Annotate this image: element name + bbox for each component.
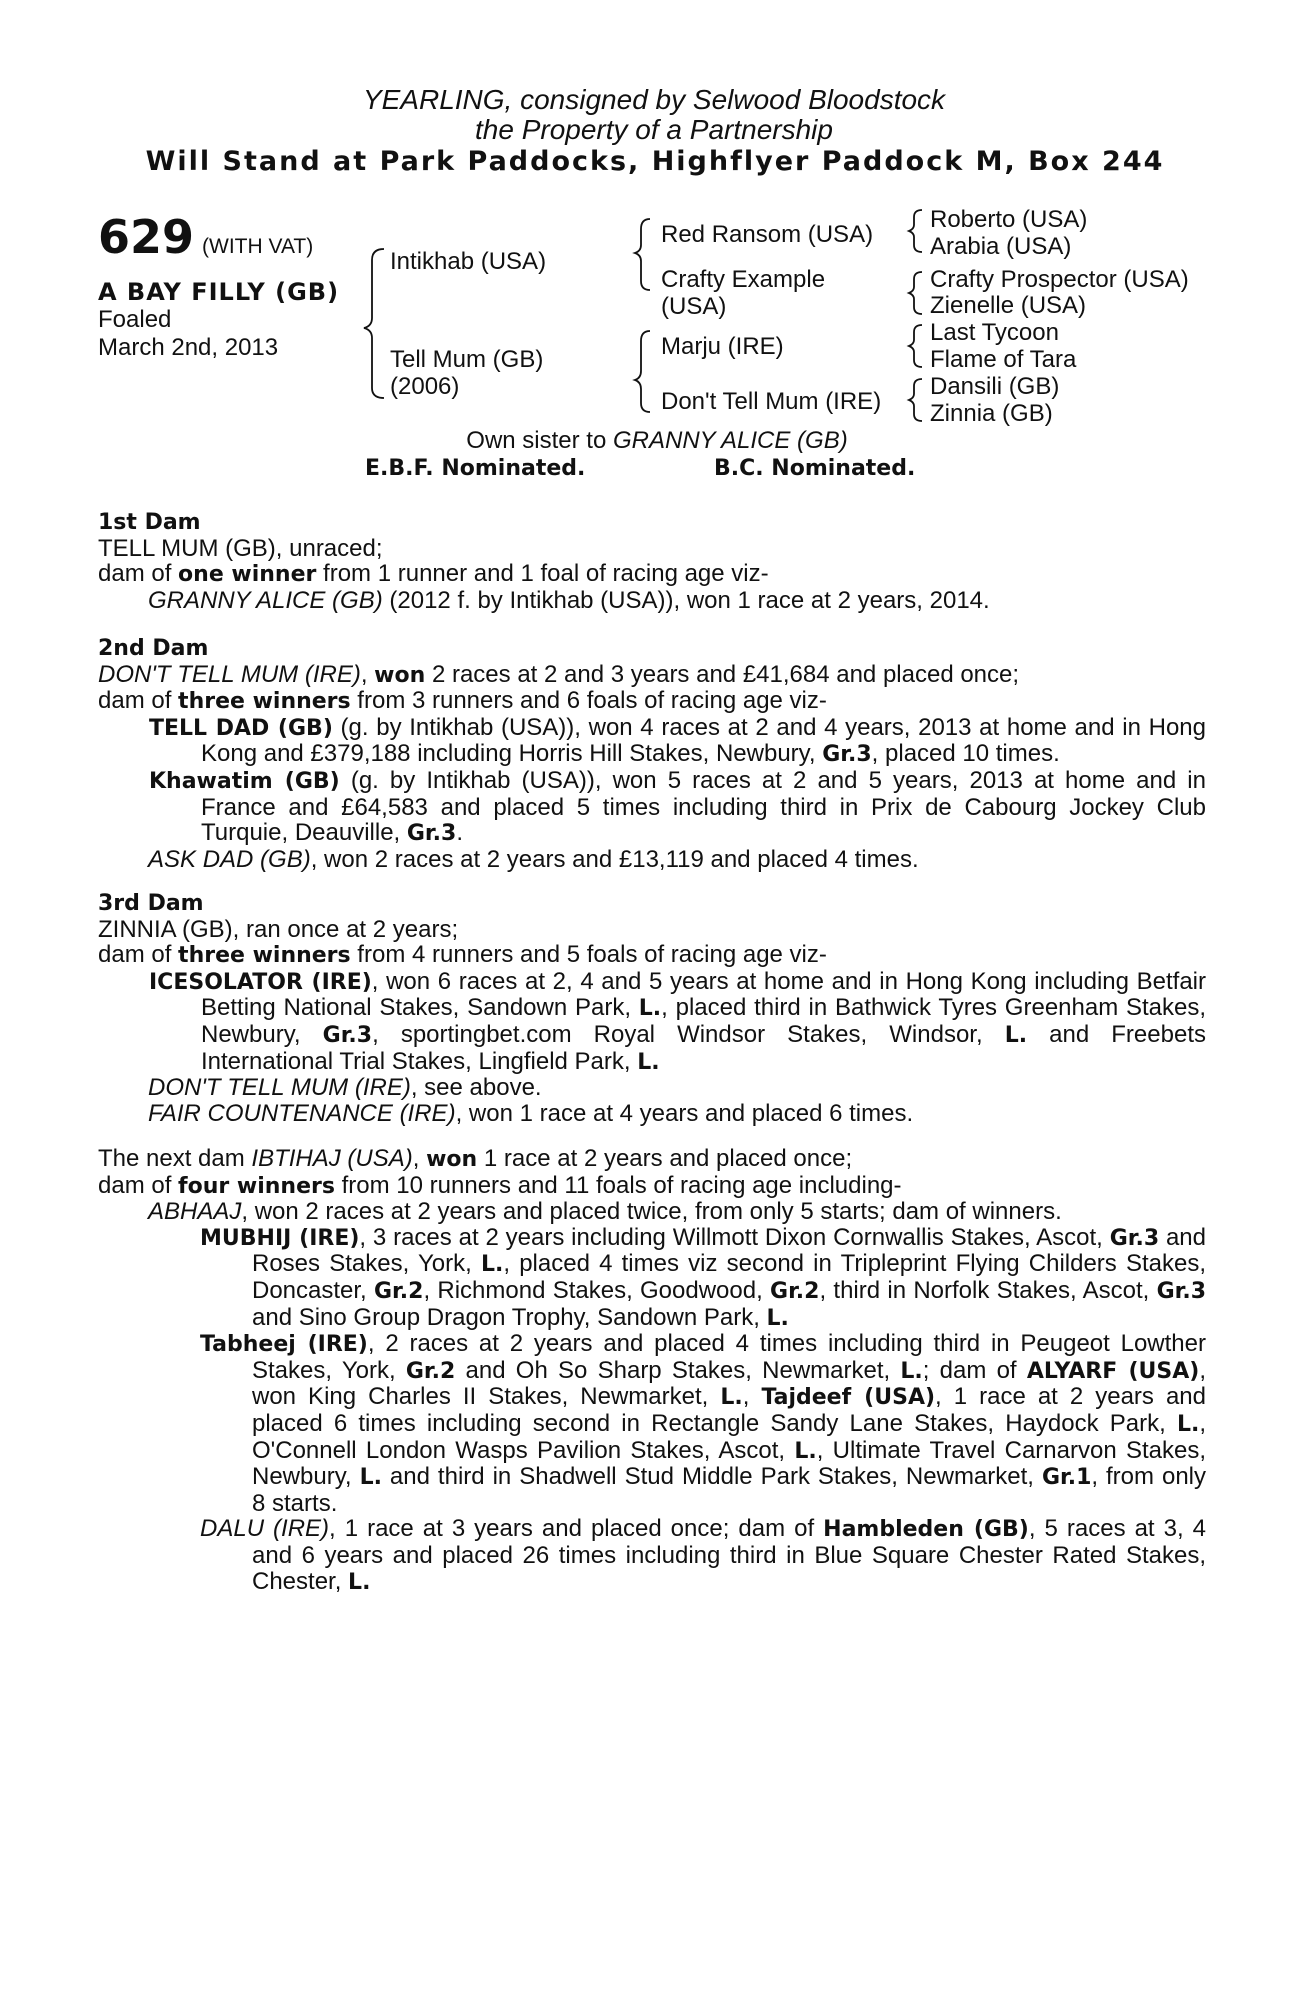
pedigree-gen3-1: Roberto (USA) <box>930 206 1088 233</box>
header-location: Will Stand at Park Paddocks, Highflyer Paddock M, Box 244 <box>145 146 1165 177</box>
next-dam-grandprogeny-dalu: DALU (IRE), 1 race at 3 years and placed once; dam of Hambleden (GB), 5 races at 3, 4 and 6 years and placed 26 times including third in Blue Square Chester Rated Stakes, Chester, L. <box>200 1515 1206 1595</box>
second-dam-produce-line: dam of three winners from 3 runners and 6 foals of racing age viz- <box>98 687 827 715</box>
first-dam-line: TELL MUM (GB), unraced; <box>98 534 383 562</box>
pedigree-sire-dam <box>661 266 825 320</box>
third-dam-line: ZINNIA (GB), ran once at 2 years; <box>98 915 459 943</box>
next-dam-grandprogeny-tabheej: Tabheej (IRE), 2 races at 2 years and placed 4 times including third in Peugeot Lowther Stakes, York, Gr.2 and Oh So Sharp Stakes, Newmarket, L.; dam of ALYARF (USA), won King Charles II Stakes, Newmarket, L., Tajdeef (USA), 1 race at 2 years and placed 6 times including second in Rectangle Sandy Lane Stakes, Haydock Park, L., O'Connell London Wasps Pavilion Stakes, Ascot, L., Ultimate Travel Carnarvon Stakes, Newbury, L. and third in Shadwell Stud Middle Park Stakes, Newmarket, Gr.1, from only 8 starts. <box>200 1330 1207 1517</box>
brace-gen1 <box>364 249 384 398</box>
pedigree-gen3-4: Zienelle (USA) <box>930 292 1087 319</box>
second-dam-progeny-2: Khawatim (GB) (g. by Intikhab (USA)), won 5 races at 2 and 5 years, 2013 at home and in France and £64,583 and placed 5 times including third in Prix de Cabourg Jockey Club Turquie, Deauville, Gr.3. <box>149 766 1206 847</box>
lot-vat: (WITH VAT) <box>202 235 314 258</box>
next-dam-produce-line: dam of four winners from 10 runners and 11 foals of racing age including- <box>98 1171 902 1199</box>
horse-description: A BAY FILLY (GB) <box>98 278 340 306</box>
ebf-nominated: E.B.F. Nominated. <box>365 456 586 481</box>
third-dam-progeny-1: ICESOLATOR (IRE), won 6 races at 2, 4 and 5 years at home and in Hong Kong including Betfair Betting National Stakes, Sandown Park, L., placed third in Bathwick Tyres Greenham Stakes, Newbury, Gr.3, sportingbet.com Royal Windsor Stakes, Windsor, L. and Freebets International Trial Stakes, Lingfield Park, L. <box>149 967 1207 1075</box>
pedigree-gen3-6: Flame of Tara <box>930 346 1077 373</box>
third-dam-produce-line: dam of three winners from 4 runners and 5 foals of racing age viz- <box>98 941 827 969</box>
lot-number: 629 <box>98 210 195 264</box>
second-dam-progeny-1: TELL DAD (GB) (g. by Intikhab (USA)), won 4 races at 2 and 4 years, 2013 at home and in Hong Kong and £379,188 including Horris Hill Stakes, Newbury, Gr.3, placed 10 times. <box>149 713 1206 768</box>
second-dam-line: DON'T TELL MUM (IRE), won 2 races at 2 and 3 years and £41,684 and placed once; <box>98 660 1020 688</box>
next-dam-grandprogeny-mubhij: MUBHIJ (IRE), 3 races at 2 years including Willmott Dixon Cornwallis Stakes, Ascot, Gr.3 and Roses Stakes, York, L., placed 4 times viz second in Tripleprint Flying Childers Stakes, Doncaster, Gr.2, Richmond Stakes, Goodwood, Gr.2, third in Norfolk Stakes, Ascot, Gr.3 and Sino Group Dragon Trophy, Sandown Park, L. <box>200 1223 1207 1331</box>
first-dam-heading: 1st Dam <box>98 510 201 535</box>
first-dam-progeny: GRANNY ALICE (GB) (2012 f. by Intikhab (USA)), won 1 race at 2 years, 2014. <box>148 586 990 614</box>
pedigree-gen3-3: Crafty Prospector (USA) <box>930 266 1189 293</box>
pedigree-gen3-7: Dansili (GB) <box>930 373 1060 400</box>
first-dam-section <box>98 510 1206 613</box>
third-dam-progeny-3: FAIR COUNTENANCE (IRE), won 1 race at 4 years and placed 6 times. <box>148 1099 914 1127</box>
first-dam-produce-line: dam of one winner from 1 runner and 1 foal of racing age viz- <box>98 560 769 588</box>
pedigree-gen3-5: Last Tycoon <box>930 319 1059 346</box>
foaled-label: Foaled <box>98 306 172 333</box>
second-dam-section <box>98 636 1206 872</box>
brace-gen3-4 <box>909 379 922 421</box>
second-dam-progeny-3: ASK DAD (GB), won 2 races at 2 years and £13,119 and placed 4 times. <box>148 845 919 873</box>
foaled-date: March 2nd, 2013 <box>98 334 279 361</box>
pedigree-dam-name: Tell Mum (GB) <box>390 346 544 373</box>
next-dam-section <box>98 1146 1206 1595</box>
own-sister-prefix: Own sister to <box>466 427 613 454</box>
third-dam-section <box>98 891 1206 1126</box>
third-dam-progeny-2: DON'T TELL MUM (IRE), see above. <box>148 1074 542 1102</box>
next-dam-line: The next dam IBTIHAJ (USA), won 1 race at 2 years and placed once; <box>98 1145 853 1172</box>
pedigree-sire-dam-name: Crafty Example <box>661 266 826 293</box>
pedigree-dam-dam: Don't Tell Mum (IRE) <box>661 388 882 415</box>
brace-gen3-2 <box>909 272 922 314</box>
own-sister-line <box>0 427 1314 455</box>
pedigree-gen3-2: Arabia (USA) <box>930 233 1072 260</box>
brace-gen3-3 <box>909 325 922 367</box>
own-sister-name: GRANNY ALICE (GB) <box>613 427 848 454</box>
pedigree-sire-sire: Red Ransom (USA) <box>661 221 874 248</box>
third-dam-heading: 3rd Dam <box>98 891 204 916</box>
second-dam-heading: 2nd Dam <box>98 636 209 661</box>
pedigree-braces <box>0 0 1314 440</box>
bc-nominated: B.C. Nominated. <box>714 456 916 481</box>
brace-gen3-1 <box>909 210 922 252</box>
pedigree-dam-sire: Marju (IRE) <box>661 333 784 360</box>
pedigree-sire: Intikhab (USA) <box>390 248 547 275</box>
pedigree-sire-dam-country: (USA) <box>661 293 727 320</box>
brace-gen2-top <box>635 219 650 290</box>
pedigree-dam-year: (2006) <box>390 373 460 400</box>
next-dam-progeny-abhaaj: ABHAAJ, won 2 races at 2 years and placed twice, from only 5 starts; dam of winners. <box>148 1198 1062 1226</box>
brace-gen2-bottom <box>635 331 650 412</box>
pedigree-dam <box>390 346 543 400</box>
header-consignment: YEARLING, consigned by Selwood Bloodstock <box>362 84 946 115</box>
pedigree-gen3-8: Zinnia (GB) <box>930 400 1053 427</box>
header-property: the Property of a Partnership <box>475 114 833 145</box>
